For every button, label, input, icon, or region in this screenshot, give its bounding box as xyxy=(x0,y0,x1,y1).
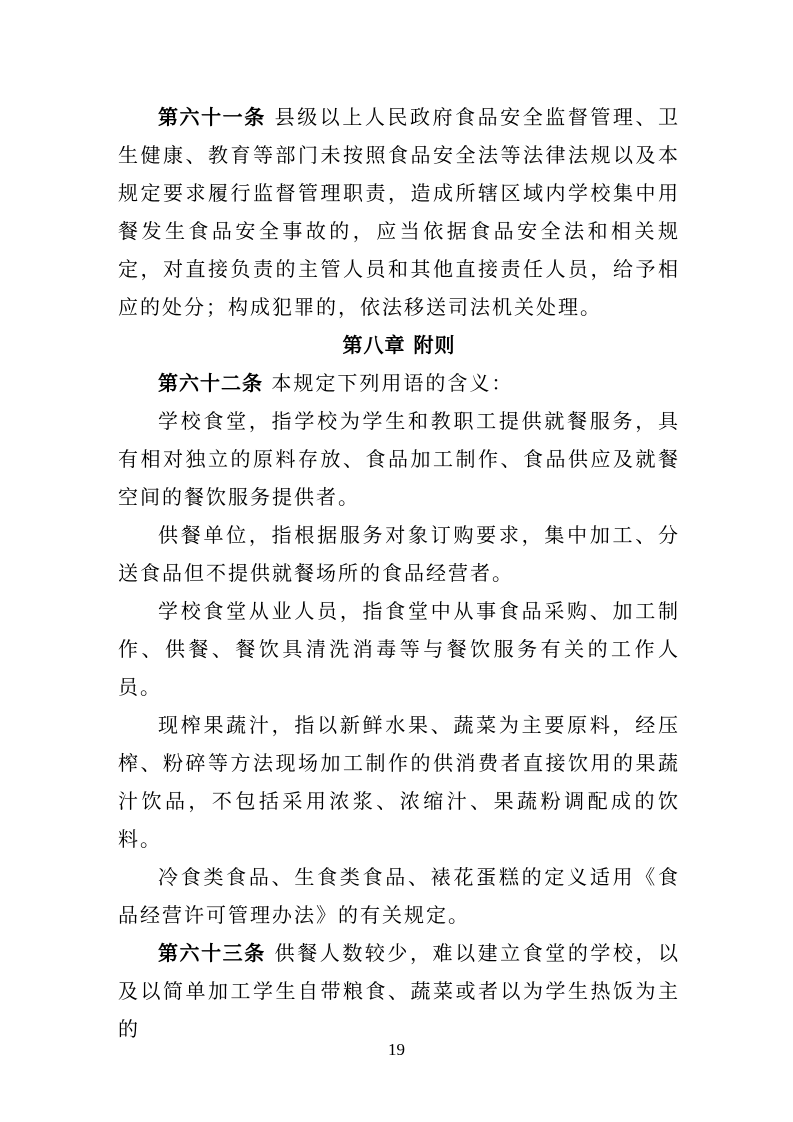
page-number: 19 xyxy=(388,1040,405,1059)
article-text: 供餐人数较少，难以建立食堂的学校，以及以简单加工学生自带粮食、蔬菜或者以为学生热饭为主的 xyxy=(118,941,681,1041)
article-63 xyxy=(118,934,680,1048)
article-number: 第六十三条 xyxy=(158,941,266,965)
document-body xyxy=(118,98,680,1048)
article-number: 第六十一条 xyxy=(158,105,266,129)
chapter-heading: 第八章 附则 xyxy=(342,333,456,357)
article-61 xyxy=(118,98,680,326)
article-text: 县级以上人民政府食品安全监督管理、卫生健康、教育等部门未按照食品安全法等法律法规以及本规定要求履行监督管理职责，造成所辖区域内学校集中用餐发生食品安全事故的，应当依据食品安全法和相关规定，对直接负责的主管人员和其他直接责任人员，给予相应的处分；构成犯罪的，依法移送司法机关处理。 xyxy=(118,105,681,319)
definition-cold-food: 冷食类食品、生食类食品、裱花蛋糕的定义适用《食品经营许可管理办法》的有关规定。 xyxy=(118,865,680,927)
article-text: 本规定下列用语的含义： xyxy=(271,371,514,395)
article-62 xyxy=(118,364,680,402)
article-number: 第六十二条 xyxy=(158,371,263,395)
definition-catering-unit: 供餐单位，指根据服务对象订购要求，集中加工、分送食品但不提供就餐场所的食品经营者。 xyxy=(118,523,680,585)
definition-fresh-juice: 现榨果蔬汁，指以新鲜水果、蔬菜为主要原料，经压榨、粉碎等方法现场加工制作的供消费者直接饮用的果蔬汁饮品，不包括采用浓浆、浓缩汁、果蔬粉调配成的饮料。 xyxy=(118,713,680,851)
definition-school-canteen: 学校食堂，指学校为学生和教职工提供就餐服务，具有相对独立的原料存放、食品加工制作、食品供应及就餐空间的餐饮服务提供者。 xyxy=(118,409,680,509)
definition-canteen-staff: 学校食堂从业人员，指食堂中从事食品采购、加工制作、供餐、餐饮具清洗消毒等与餐饮服务有关的工作人员。 xyxy=(118,599,680,699)
